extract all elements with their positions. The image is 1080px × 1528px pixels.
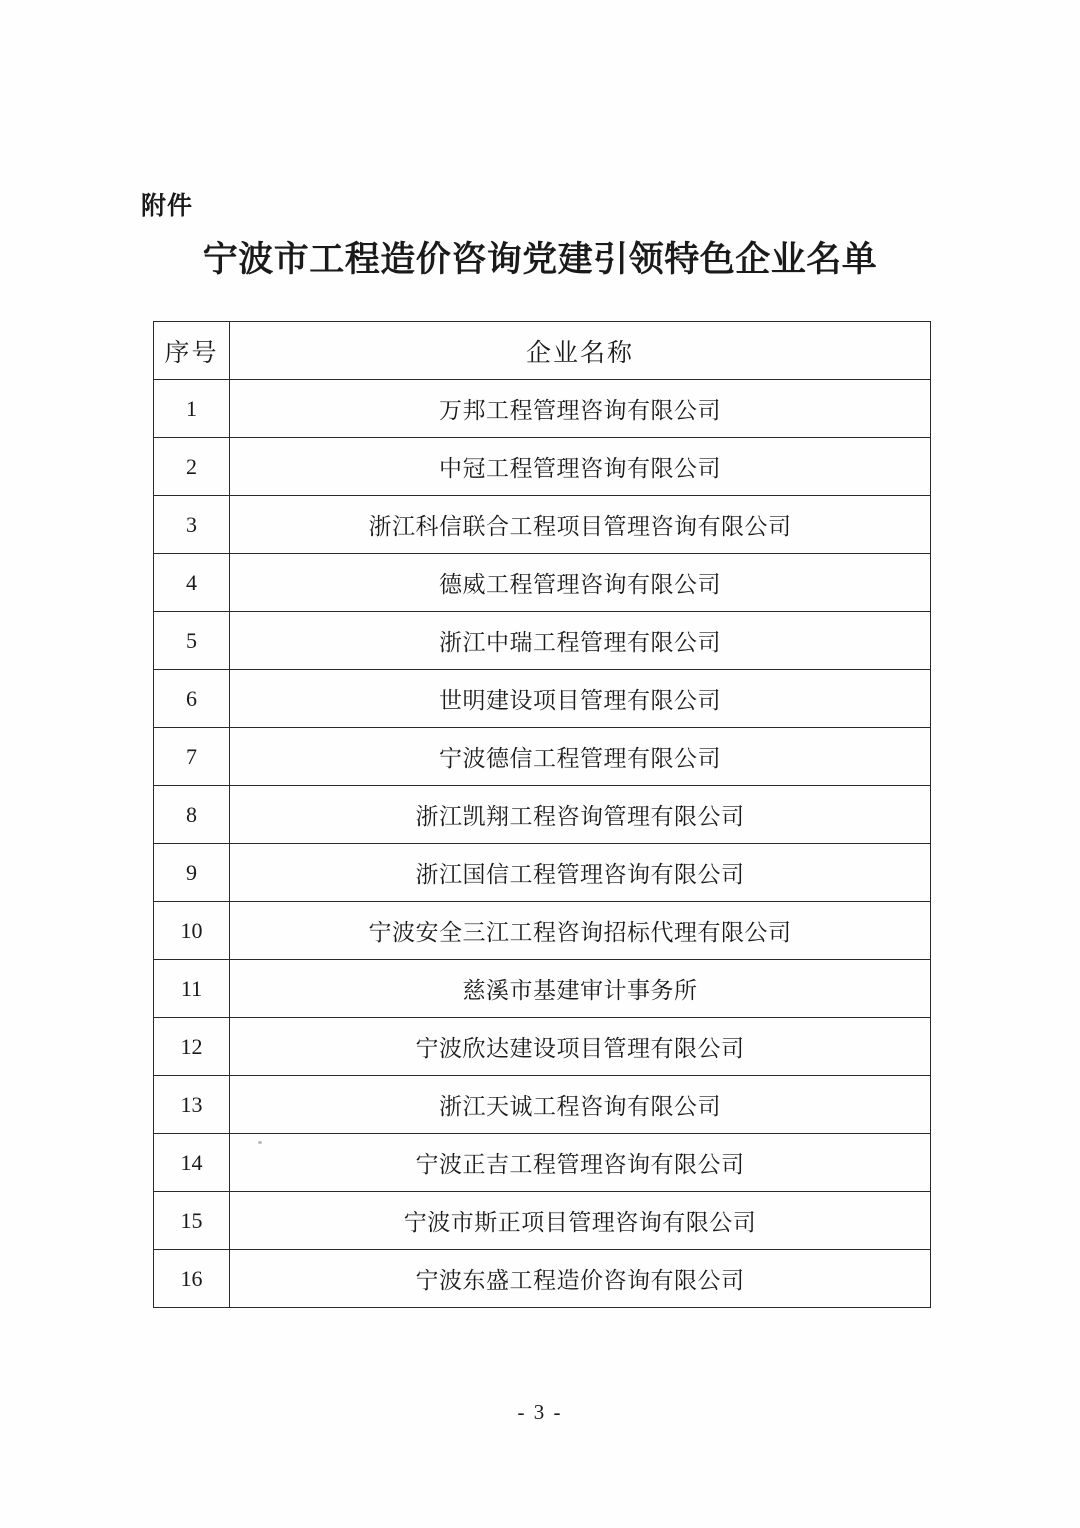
- table-row: [154, 554, 931, 612]
- enterprise-list-table: [153, 321, 931, 1308]
- table-row: [154, 612, 931, 670]
- table-row: [154, 670, 931, 728]
- column-header-name: 企业名称: [230, 322, 931, 380]
- row-enterprise-name: 宁波正吉工程管理咨询有限公司: [230, 1134, 931, 1192]
- enterprise-list-table-wrapper: [153, 321, 930, 1308]
- page-title: 宁波市工程造价咨询党建引领特色企业名单: [202, 239, 878, 280]
- row-index: 5: [154, 612, 230, 670]
- row-enterprise-name: 万邦工程管理咨询有限公司: [230, 380, 931, 438]
- row-index: 3: [154, 496, 230, 554]
- row-index: 6: [154, 670, 230, 728]
- row-enterprise-name: 浙江天诚工程咨询有限公司: [230, 1076, 931, 1134]
- row-enterprise-name: 宁波市斯正项目管理咨询有限公司: [230, 1192, 931, 1250]
- table-row: [154, 728, 931, 786]
- table-row: [154, 1192, 931, 1250]
- row-enterprise-name: 宁波德信工程管理有限公司: [230, 728, 931, 786]
- table-header-row: [154, 322, 931, 380]
- table-row: [154, 1250, 931, 1308]
- row-index: 12: [154, 1018, 230, 1076]
- column-header-index: 序号: [154, 322, 230, 380]
- row-index: 1: [154, 380, 230, 438]
- table-row: [154, 1134, 931, 1192]
- row-enterprise-name: 浙江国信工程管理咨询有限公司: [230, 844, 931, 902]
- row-index: 16: [154, 1250, 230, 1308]
- row-index: 9: [154, 844, 230, 902]
- row-enterprise-name: 世明建设项目管理有限公司: [230, 670, 931, 728]
- table-row: [154, 960, 931, 1018]
- row-enterprise-name: 宁波安全三江工程咨询招标代理有限公司: [230, 902, 931, 960]
- row-index: 13: [154, 1076, 230, 1134]
- row-index: 7: [154, 728, 230, 786]
- attachment-label: 附件: [141, 191, 194, 220]
- scan-speck: [258, 1141, 262, 1144]
- row-enterprise-name: 浙江科信联合工程项目管理咨询有限公司: [230, 496, 931, 554]
- row-index: 8: [154, 786, 230, 844]
- row-index: 10: [154, 902, 230, 960]
- row-enterprise-name: 德威工程管理咨询有限公司: [230, 554, 931, 612]
- row-index: 11: [154, 960, 230, 1018]
- row-index: 4: [154, 554, 230, 612]
- table-row: [154, 786, 931, 844]
- page-number: - 3 -: [517, 1400, 563, 1424]
- row-index: 15: [154, 1192, 230, 1250]
- row-enterprise-name: 中冠工程管理咨询有限公司: [230, 438, 931, 496]
- row-index: 14: [154, 1134, 230, 1192]
- table-row: [154, 902, 931, 960]
- table-row: [154, 380, 931, 438]
- row-index: 2: [154, 438, 230, 496]
- table-row: [154, 1076, 931, 1134]
- table-row: [154, 496, 931, 554]
- table-row: [154, 438, 931, 496]
- row-enterprise-name: 浙江中瑞工程管理有限公司: [230, 612, 931, 670]
- row-enterprise-name: 宁波东盛工程造价咨询有限公司: [230, 1250, 931, 1308]
- table-row: [154, 844, 931, 902]
- row-enterprise-name: 慈溪市基建审计事务所: [230, 960, 931, 1018]
- row-enterprise-name: 宁波欣达建设项目管理有限公司: [230, 1018, 931, 1076]
- row-enterprise-name: 浙江凯翔工程咨询管理有限公司: [230, 786, 931, 844]
- table-row: [154, 1018, 931, 1076]
